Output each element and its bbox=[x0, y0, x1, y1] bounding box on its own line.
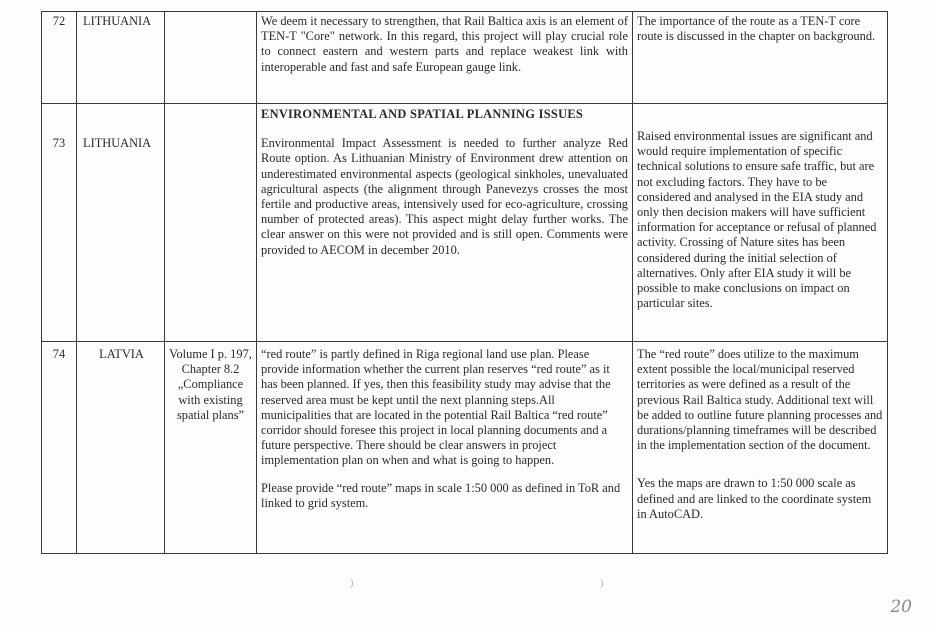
comment-text: “red route” is partly defined in Riga regional land use plan. Please provide information whether the current plan reserves “red route” as it has been planned. If yes, then this feasibility study may advise that the reserved area must be kept until the next planning steps.All municipalities that are located in the potential Rail Baltica “red route” corridor should foresee this project in local planning documents and a future perspective. There should be clear answers in project implementation plan on when and what is going to happen. bbox=[261, 347, 611, 468]
section-heading: ENVIRONMENTAL AND SPATIAL PLANNING ISSUES bbox=[261, 107, 584, 121]
response-text: Raised environmental issues are significant and would require implementation of specific technical solutions to ensure safe traffic, but are not excluding factors. They have to be considered and analysed in the EIA study and only then decision makers will have sufficient information for acceptance or refusal of planned activity. Crossing of Nature sites has been considered during the initial selection of alternatives. Only after EIA study it will be possible to make conclusions on impact on particular sites. bbox=[637, 129, 877, 311]
row-number bbox=[42, 342, 77, 554]
comment-text: Environmental Impact Assessment is needed to further analyze Red Route option. As Lithuanian Ministry of Environment drew attention on underestimated environmental aspects (geological sinkholes, unevaluated agricultural aspects (the alignment through Panevezys crosses the most fertile and productive areas, intensively used for eco-agriculture, crossing number of protected areas). This aspect might delay further works. The clear answer on this were not provided and is still open. Comments were provided to AECOM in december 2010. bbox=[261, 136, 628, 257]
row-number-text: 74 bbox=[52, 347, 66, 361]
comment-cell bbox=[257, 342, 633, 554]
comment-text-2: Please provide “red route” maps in scale 1:50 000 as defined in ToR and linked to grid system. bbox=[261, 480, 621, 510]
response-text-2: Yes the maps are drawn to 1:50 000 scale as defined and are linked to the coordinate system in AutoCAD. bbox=[637, 476, 872, 521]
page-number: 20 bbox=[890, 597, 912, 617]
reference-text: Volume I p. 197, Chapter 8.2 „Compliance with existing spatial plans” bbox=[169, 347, 252, 422]
country-text: LATVIA bbox=[99, 347, 144, 361]
row-number bbox=[42, 104, 77, 342]
response-cell: The importance of the route as a TEN-T core route is discussed in the chapter on background. bbox=[633, 12, 888, 104]
country-text: LITHUANIA bbox=[83, 136, 152, 150]
response-cell bbox=[633, 342, 888, 554]
comments-table bbox=[41, 11, 888, 554]
country-cell bbox=[77, 104, 165, 342]
response-text: The “red route” does utilize to the maximum extent possible the local/municipal reserved territories as were defined as a result of the previous Rail Baltica study. Additional text will be added to outline future planning processes and durations/planning timeframes will be described in the implementation section of the document. bbox=[637, 347, 883, 453]
table-row bbox=[42, 104, 888, 342]
scan-artifact: ) bbox=[350, 578, 354, 589]
country-cell: LITHUANIA bbox=[77, 12, 165, 104]
row-number: 72 bbox=[42, 12, 77, 104]
table-row bbox=[42, 342, 888, 554]
scan-artifact: ) bbox=[600, 578, 604, 589]
table-row bbox=[42, 12, 888, 104]
comment-cell bbox=[257, 104, 633, 342]
response-cell bbox=[633, 104, 888, 342]
comment-cell: We deem it necessary to strengthen, that Rail Baltica axis is an element of TEN-T "Core" network. In this regard, this project will play crucial role to connect eastern and western parts and replace weakest link with interoperable and fast and safe European gauge link. bbox=[257, 12, 633, 104]
reference-cell bbox=[165, 342, 257, 554]
reference-cell bbox=[165, 104, 257, 342]
country-cell bbox=[77, 342, 165, 554]
reference-cell bbox=[165, 12, 257, 104]
row-number-text: 73 bbox=[52, 136, 66, 150]
